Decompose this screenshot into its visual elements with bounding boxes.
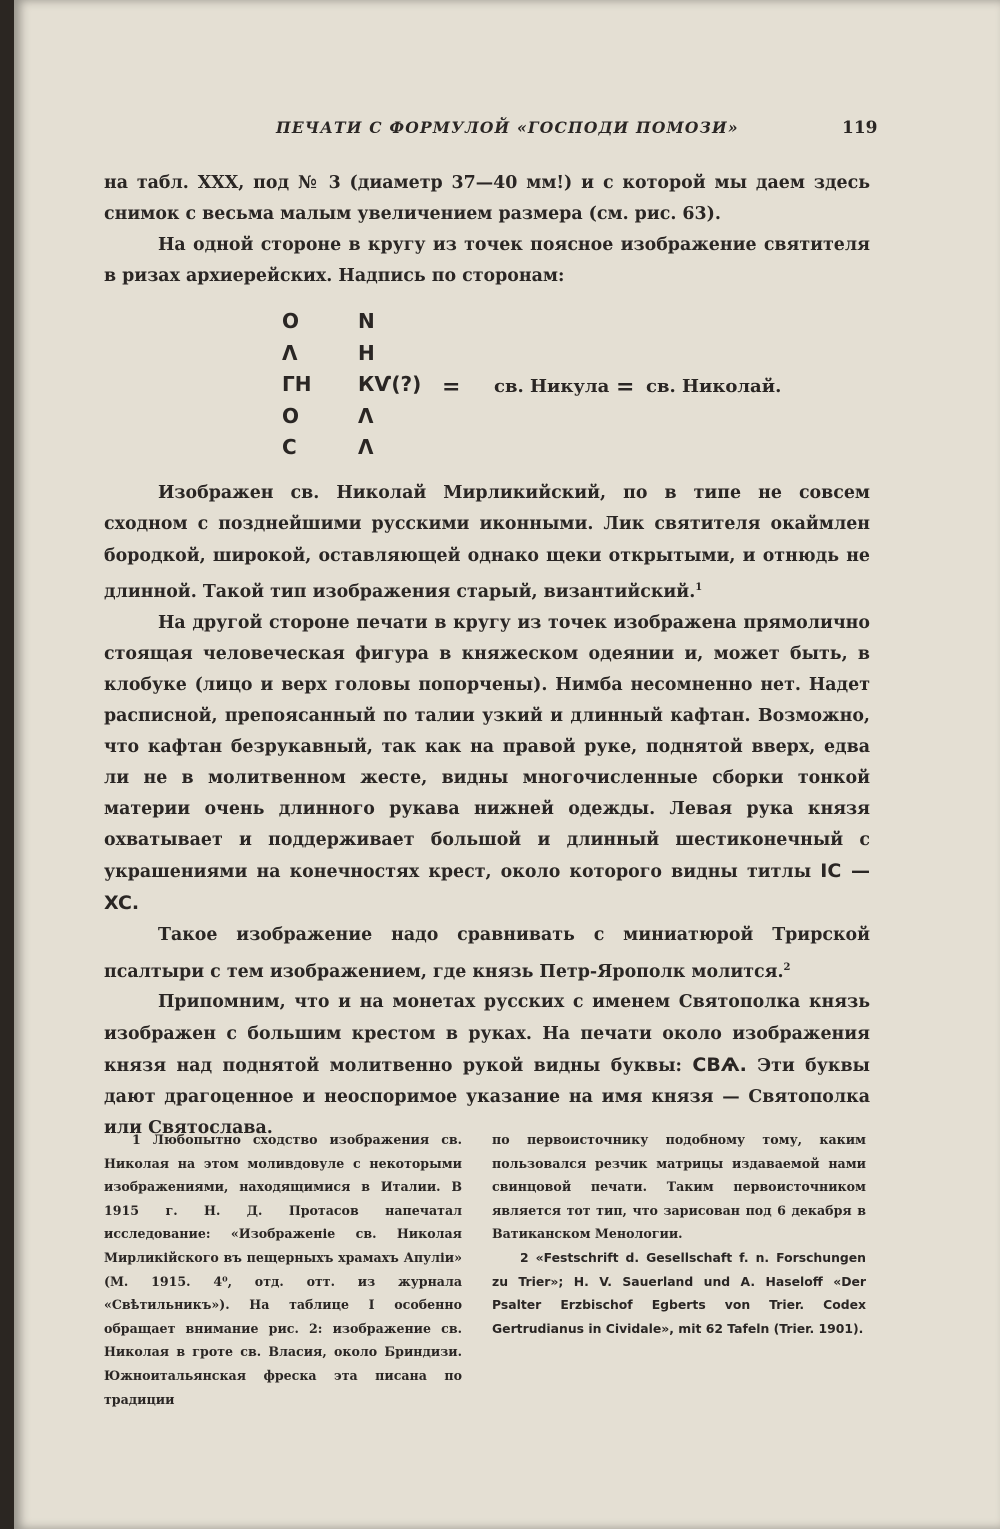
paragraph-3-text: Изображен св. Николай Мирликийский, по в типе не совсем сходном с позднейшими русскими иконными. Лик святителя окаймлен бородкой, широкой, оставляющей однако щеки открытыми, и отнюдь не длинной. Такой тип изображения старый, византийский. [104, 483, 870, 602]
paragraph-2: На одной стороне в кругу из точек поясное изображение святителя в ризах архиерейских. Надпись по сторонам: [104, 235, 870, 287]
paragraph-3 [104, 478, 870, 607]
inscription-letter: О [282, 403, 300, 428]
paragraph-6-text-b: Эти буквы дают драгоценное и неоспоримое указание на имя князя — Святополка или Святослава. [104, 1055, 870, 1138]
inscription-letter: ГН [282, 372, 312, 396]
paragraph-1: на табл. XXX, под № 3 (диаметр 37—40 мм!) и с которой мы даем здесь снимок с весьма малым увеличением размера (см. рис. 63). [104, 173, 870, 225]
running-title: ПЕЧАТИ С ФОРМУЛОЙ «ГОСПОДИ ПОМОЗИ» [276, 118, 739, 137]
paragraph-5-text: Такое изображение надо сравнивать с миниатюрой Трирской псалтыри с тем изображением, где князь Петр-Ярополк молится. [104, 925, 870, 982]
page-number: 119 [842, 118, 878, 138]
footnote-ref-1: 1 [695, 581, 703, 593]
inscription-letter: N [358, 309, 375, 333]
inscription-letter: Λ [282, 340, 298, 365]
inscription-letter: КѴ(?) [358, 372, 422, 396]
inscription-reading-1: св. Никула [494, 376, 610, 397]
footnote-1-part-2: по первоисточнику подобному тому, каким пользовался резчик матрицы издаваемой нами свинцовой печати. Таким первоисточником является тот тип, что зарисован под 6 декабря в Ватиканском Менологии. [492, 1132, 866, 1242]
letters-svya: СВѦ. [692, 1053, 747, 1076]
paragraph-6-text-a: Припомним, что и на монетах русских с именем Святополка князь изображен с большим крестом в руках. На печати около изображения князя над поднятой молитвенно рукой видны буквы: [104, 992, 870, 1076]
footnotes-right-column [492, 1128, 866, 1340]
paragraph-4 [104, 608, 870, 921]
paragraph-5 [104, 920, 870, 987]
seal-inscription [282, 306, 882, 466]
inscription-reading-2: св. Николай. [646, 376, 782, 397]
running-header [0, 118, 1000, 150]
inscription-letter: Λ [358, 403, 374, 428]
inscription-column-left [282, 306, 311, 464]
inscription-letter: С [282, 435, 297, 459]
footnote-2: 2 «Festschrift d. Gesellschaft f. n. Forschungen zu Trier»; H. V. Sauerland und A. Haseloff «Der Psalter Erzbischof Egberts von Trier. Codex Gertrudianus in Cividale», mit 62 Tafeln (Trier. 1901). [492, 1249, 866, 1336]
equals-sign-1: = [442, 374, 461, 400]
titla-ic-xc: IC — XC. [104, 860, 870, 915]
footnotes-left-column [104, 1128, 462, 1411]
inscription-column-right [358, 306, 421, 464]
inscription-letter: О [282, 309, 300, 333]
footnote-1-part-1: 1 Любопытно сходство изображения св. Николая на этом моливдовуле с некоторыми изображениями, находящимися в Италии. В 1915 г. Н. Д. Протасов напечатал исследование: «Изображеніе св. Николая Мирликійского въ пещерныхъ храмахъ Апуліи» (М. 1915. 4⁰, отд. отт. из журнала «Свѣтильникъ»). На таблице I особенно обращает внимание рис. 2: изображение св. Николая в гроте св. Власия, около Бриндизи. Южноитальянская фреска эта писана по традиции [104, 1132, 462, 1407]
inscription-letter: Н [358, 340, 375, 365]
paragraph-4-text: На другой стороне печати в кругу из точек изображена прямолично стоящая человеческая фигура в княжеском одеянии и, может быть, в клобуке (лицо и верх головы попорчены). Нимба несомненно нет. Надет расписной, препоясанный по талии узкий и длинный кафтан. Возможно, что кафтан безрукавный, так как на правой руке, поднятой вверх, едва ли не в молитвенном жесте, видны многочисленные сборки тонкой материи очень длинного рукава нижней одежды. Левая рука князя охватывает и поддерживает большой и длинный шестиконечный с украшениями на конечностях крест, около которого видны титлы [104, 612, 870, 883]
footnote-ref-2: 2 [783, 961, 791, 973]
inscription-letter: Λ [358, 435, 374, 459]
paragraph-6 [104, 987, 870, 1143]
equals-sign-2: = [616, 374, 635, 400]
